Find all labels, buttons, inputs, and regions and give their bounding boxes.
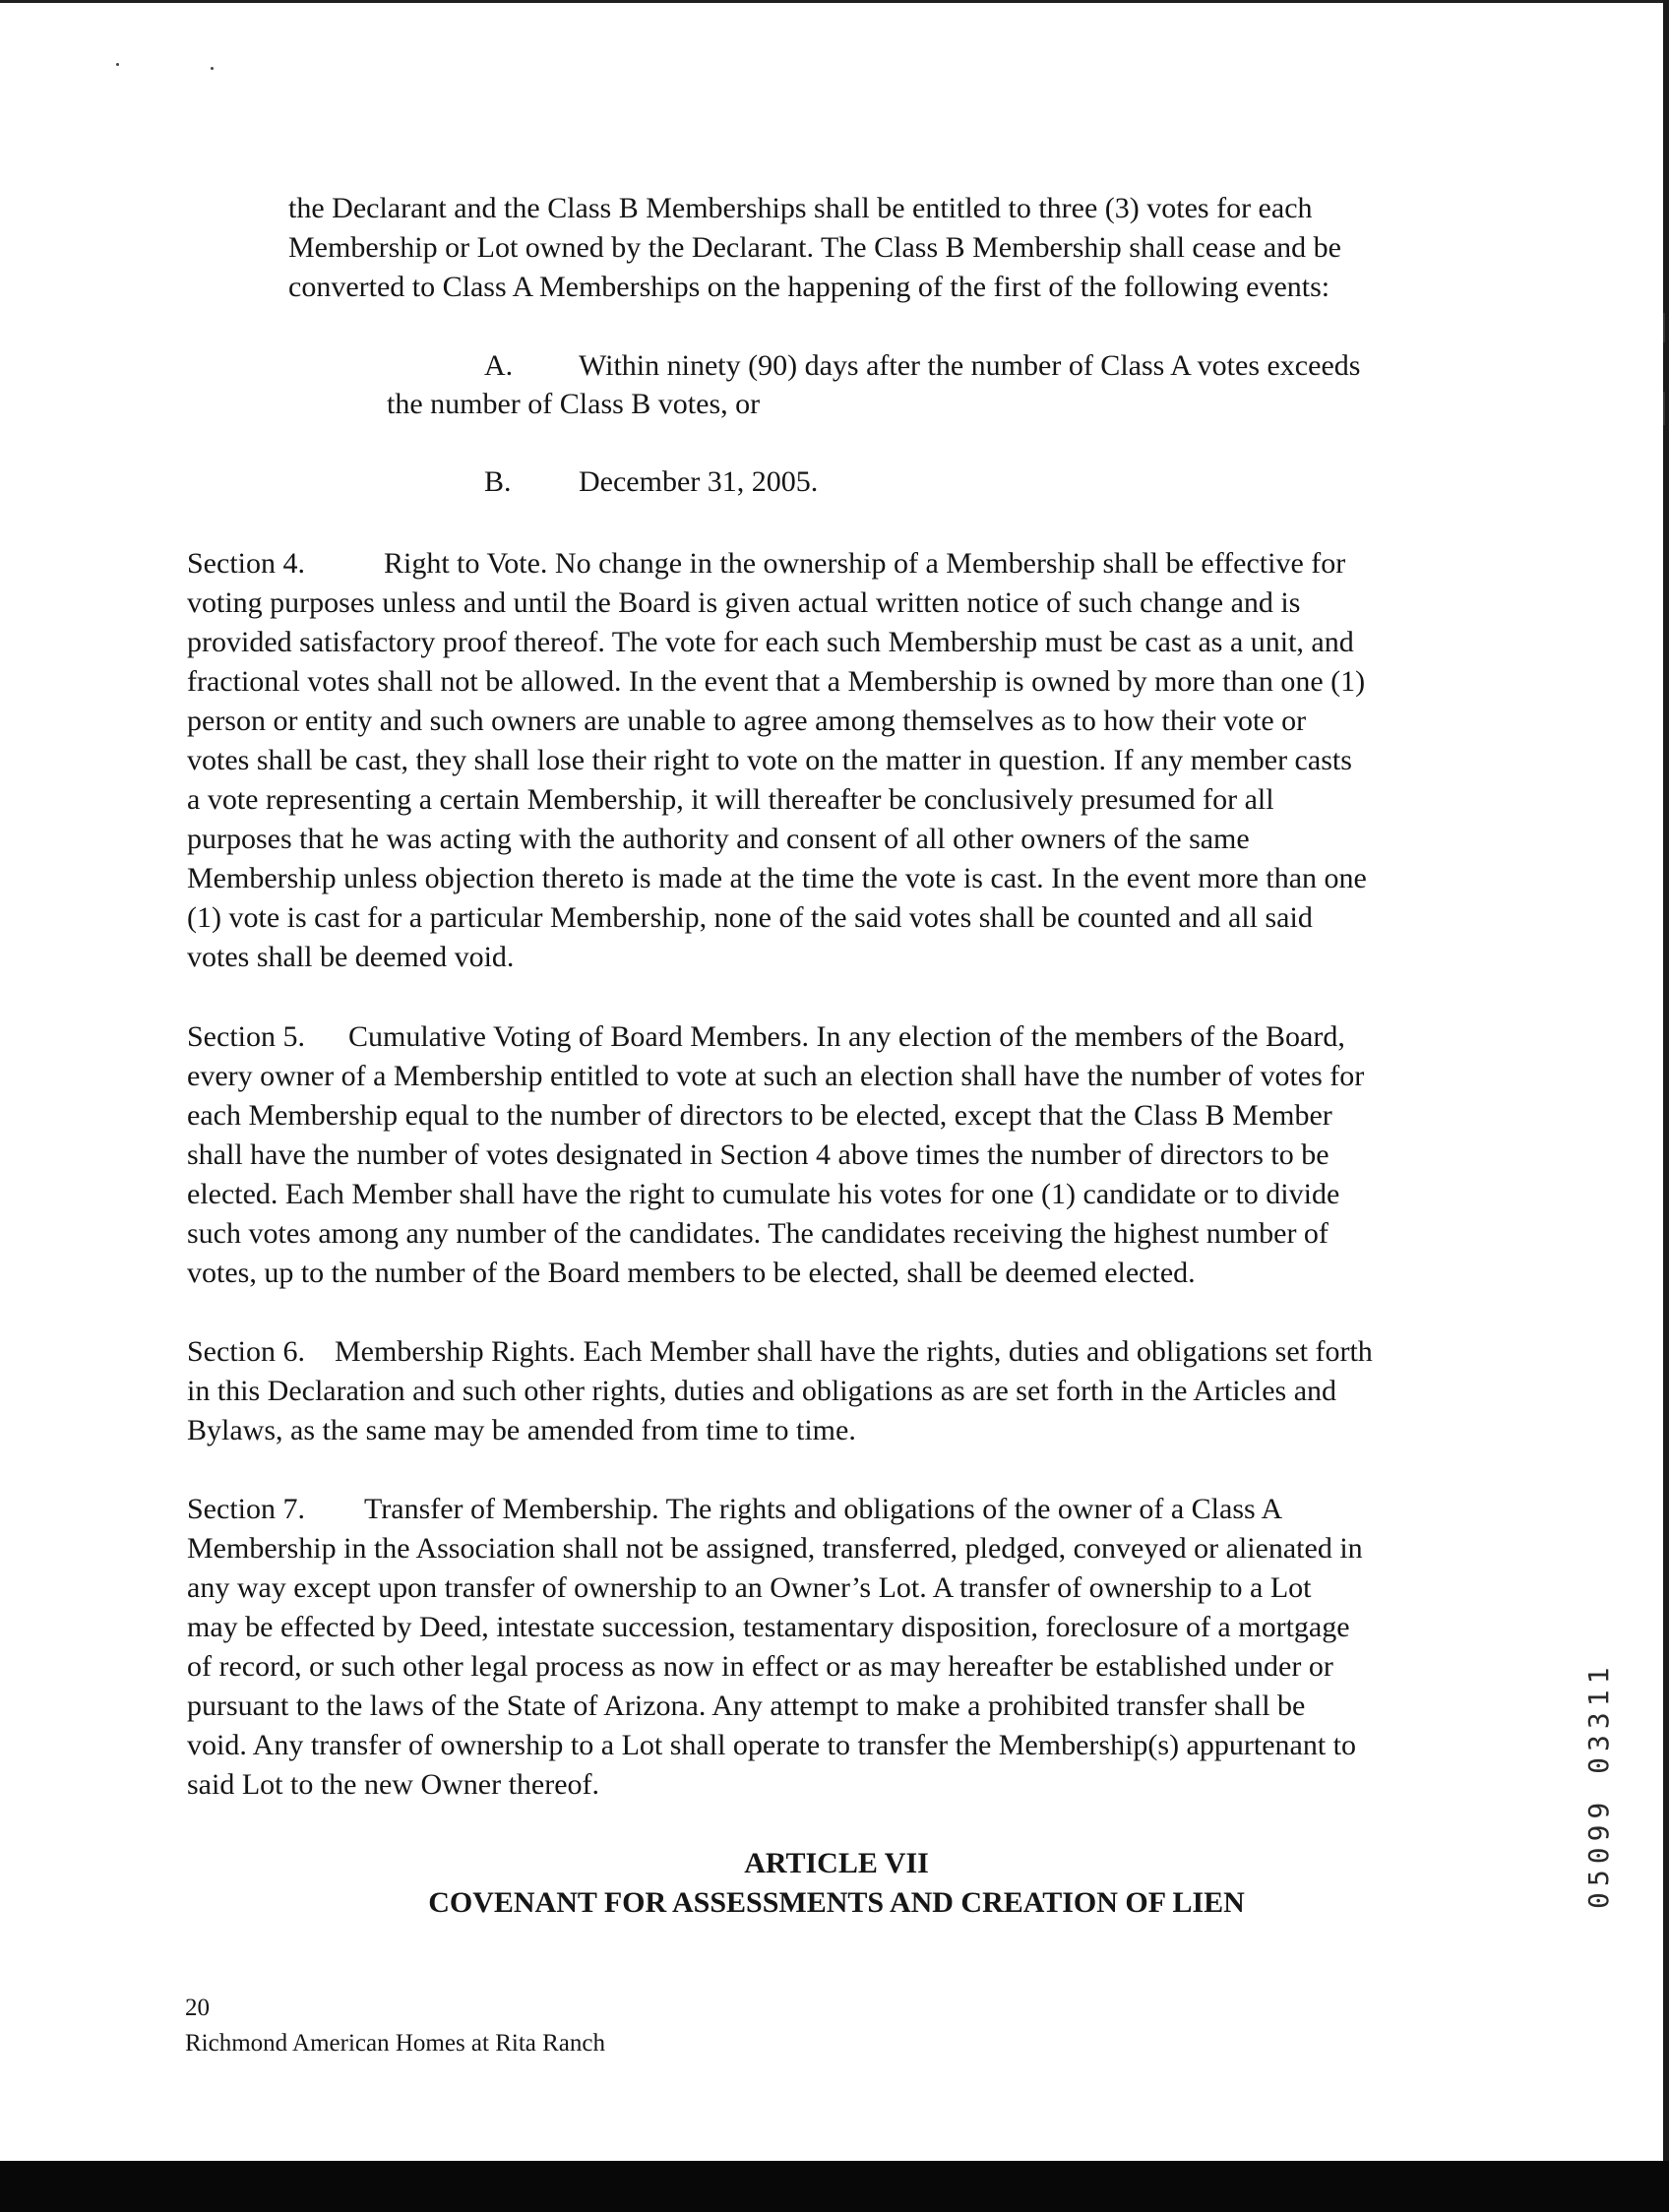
- event-a-continuation-text: the number of Class B votes, or: [387, 388, 761, 420]
- scan-edge-mark: [1663, 313, 1665, 342]
- text-line: (1) vote is cast for a particular Membership, none of the said votes shall be counted and all said: [187, 901, 1313, 934]
- section-6-label: Section 6.: [187, 1335, 305, 1368]
- scan-speck: [211, 67, 214, 70]
- section-4-label: Section 4.: [187, 547, 305, 580]
- section-4: [187, 544, 1367, 977]
- text-line: any way except upon transfer of ownership to an Owner’s Lot. A transfer of ownership to a Lot: [187, 1571, 1312, 1604]
- section-5-label: Section 5.: [187, 1020, 305, 1053]
- text-line: shall have the number of votes designated in Section 4 above times the number of directors to be: [187, 1138, 1329, 1171]
- section-5-first-line: [187, 1017, 1364, 1057]
- text-line: voting purposes unless and until the Board is given actual written notice of such change and is: [187, 586, 1301, 619]
- text-line: Membership in the Association shall not be assigned, transferred, pledged, conveyed or alienated in: [187, 1532, 1363, 1565]
- section-4-first-line: [187, 544, 1367, 584]
- scan-edge-bottom: [0, 2161, 1669, 2212]
- recording-stamp: 05099 03311: [1582, 1661, 1615, 1909]
- intro-paragraph: [288, 189, 1341, 307]
- event-a: [484, 346, 1360, 386]
- text-line: pursuant to the laws of the State of Arizona. Any attempt to make a prohibited transfer shall be: [187, 1690, 1306, 1722]
- event-b: [484, 462, 818, 502]
- article-title: COVENANT FOR ASSESSMENTS AND CREATION OF LIEN: [428, 1886, 1245, 1919]
- text-line: provided satisfactory proof thereof. The vote for each such Membership must be cast as a unit, and: [187, 626, 1354, 658]
- event-a-continuation: [387, 385, 760, 424]
- text-line: may be effected by Deed, intestate succession, testamentary disposition, foreclosure of a mortgage: [187, 1611, 1350, 1643]
- text-line: votes shall be cast, they shall lose their right to vote on the matter in question. If any member casts: [187, 744, 1352, 776]
- text-line: of record, or such other legal process as now in effect or as may hereafter be established under or: [187, 1650, 1333, 1683]
- text-line: the Declarant and the Class B Memberships shall be entitled to three (3) votes for each: [288, 192, 1313, 224]
- text-line: said Lot to the new Owner thereof.: [187, 1768, 600, 1801]
- text-line: fractional votes shall not be allowed. In the event that a Membership is owned by more than one (1): [187, 665, 1366, 698]
- text-line: each Membership equal to the number of directors to be elected, except that the Class B Member: [187, 1099, 1332, 1132]
- text-line: void. Any transfer of ownership to a Lot shall operate to transfer the Membership(s) appurtenant to: [187, 1729, 1357, 1761]
- event-a-label: A.: [484, 349, 514, 382]
- text-line: converted to Class A Memberships on the happening of the first of the following events:: [288, 271, 1330, 303]
- section-7: [187, 1490, 1363, 1805]
- footer-project-name: Richmond American Homes at Rita Ranch: [185, 2030, 605, 2057]
- text-line: elected. Each Member shall have the right to cumulate his votes for one (1) candidate or to divide: [187, 1178, 1340, 1210]
- scan-speck: [116, 63, 119, 66]
- text-line: Right to Vote. No change in the ownership of a Membership shall be effective for: [384, 547, 1346, 580]
- text-line: Membership or Lot owned by the Declarant. The Class B Membership shall cease and be: [288, 231, 1341, 264]
- scan-edge-mark: [1663, 392, 1665, 425]
- text-line: Bylaws, as the same may be amended from time to time.: [187, 1414, 856, 1446]
- text-line: every owner of a Membership entitled to vote at such an election shall have the number of votes for: [187, 1060, 1365, 1092]
- section-6: [187, 1332, 1373, 1450]
- section-6-first-line: [187, 1332, 1373, 1372]
- text-line: in this Declaration and such other rights, duties and obligations as are set forth in the Articles and: [187, 1375, 1337, 1407]
- section-7-first-line: [187, 1490, 1363, 1529]
- text-line: such votes among any number of the candidates. The candidates receiving the highest number of: [187, 1217, 1329, 1250]
- text-line: Membership Rights. Each Member shall have the rights, duties and obligations set forth: [335, 1335, 1373, 1368]
- section-7-label: Section 7.: [187, 1493, 305, 1525]
- section-5: [187, 1017, 1364, 1293]
- text-line: Membership unless objection thereto is made at the time the vote is cast. In the event more than one: [187, 862, 1367, 894]
- text-line: purposes that he was acting with the authority and consent of all other owners of the same: [187, 823, 1250, 855]
- text-line: votes shall be deemed void.: [187, 941, 515, 973]
- text-line: a vote representing a certain Membership, it will thereafter be conclusively presumed for all: [187, 783, 1274, 816]
- event-a-line: [484, 346, 1360, 386]
- event-b-line: [484, 462, 818, 502]
- text-line: person or entity and such owners are unable to agree among themselves as to how their vote or: [187, 705, 1307, 737]
- scan-edge-top: [0, 0, 1669, 3]
- text-line: Transfer of Membership. The rights and obligations of the owner of a Class A: [364, 1493, 1283, 1525]
- event-b-label: B.: [484, 465, 512, 498]
- text-line: Cumulative Voting of Board Members. In any election of the members of the Board,: [348, 1020, 1345, 1053]
- text-line: votes, up to the number of the Board members to be elected, shall be deemed elected.: [187, 1257, 1196, 1289]
- page-number: 20: [185, 1995, 210, 2021]
- article-number: ARTICLE VII: [744, 1847, 929, 1879]
- event-a-text: Within ninety (90) days after the number of Class A votes exceeds: [579, 349, 1361, 382]
- event-b-text: December 31, 2005.: [579, 465, 819, 498]
